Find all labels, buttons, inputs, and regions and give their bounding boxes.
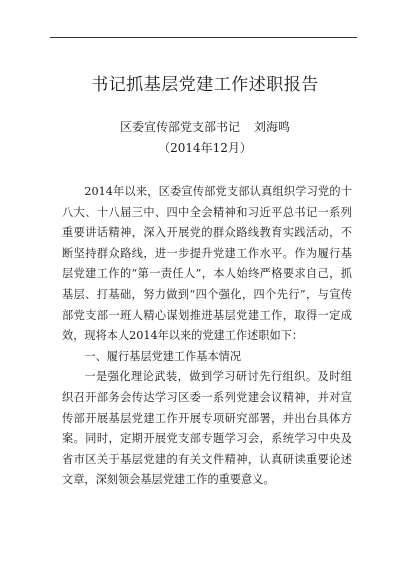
body-paragraph: 一是强化理论武装，做到学习研讨先行组织。及时组织召开部务会传达学习区委一系列党建会议精神，并对宣传部开展基层党建工作开展专项研究部署，并出台具体方案。同时，定期开展党支部专题学习会，系统学习中央及省市区关于基层党建的有关文件精神，认真研读重要论述文章，深刻领会基层党建工作的重要意义。 [62, 370, 352, 487]
author-org: 区委宣传部党支部书记 [119, 120, 240, 134]
document-title: 书记抓基层党建工作述职报告 [91, 75, 319, 95]
document-body [62, 182, 352, 491]
author-name: 刘海鸣 [254, 120, 291, 134]
header-rule [50, 37, 357, 38]
body-paragraph: 2014年以来，区委宣传部党支部认真组织学习党的十八大、十八届三中、四中全会精神和习近平总书记一系列重要讲话精神，深入开展党的群众路线教育实践活动，不断坚持群众路线，进一步提升党建工作水平。作为履行基层党建工作的“第一责任人”，本人始终严格要求自己，抓基层、打基础，努力做到“四个强化，四个先行”，与宣传部党支部一班人精心谋划推进基层党建工作，取得一定成效，现将本人2014年以来的党建工作述职如下： [62, 185, 352, 343]
author-line [0, 119, 410, 135]
section-heading: 一、履行基层党建工作基本情况 [84, 349, 242, 363]
document-date: （2014年12月） [158, 141, 252, 155]
